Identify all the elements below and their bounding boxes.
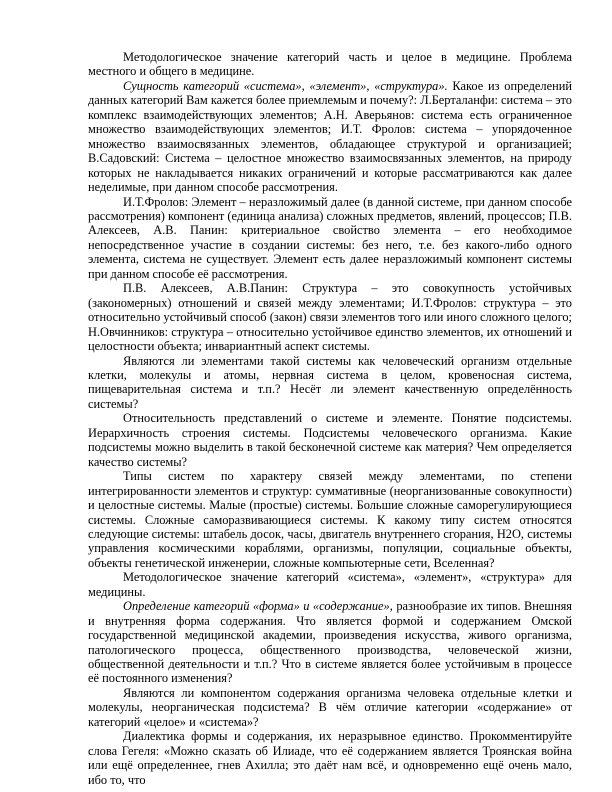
- text-run: Какое из определений данных категорий Вам кажется более приемлемым и почему?: Л.Берталанфи: система – это комплекс взаимодействующих элементов; А.Н. Аверьянов: система есть ограниченное множество взаимодействующих элементов; И.Т. Фролов: система – упорядоченное множество взаимосвязанных элементов, обладающее структурой и организацией; В.Садовский: Система – целостное множество взаимосвязанных элементов, на природу которых не накладывается никаких ограничений и которые рассматриваются как далее неделимые, при данном способе рассмотрения.: [88, 78, 572, 195]
- italic-run: Определение категорий «форма» и «содержание»,: [123, 599, 393, 614]
- text-run: Являются ли компонентом содержания организма человека отдельные клетки и молекулы, неорганическая подсистема? В чём отличие категории «содержание» от категорий «целое» и «система»?: [88, 685, 572, 729]
- text-run: И.Т.Фролов: Элемент – неразложимый далее (в данной системе, при данном способе рассмотрения) компонент (единица анализа) сложных предметов, явлений, процессов; П.В. Алексеев, А.В. Панин: критериальное свойство элемента – его необходимое непосредственное участие в создании системы: без него, т.е. без какого-либо одного элемента, система не существует. Элемент есть далее неразложимый компонент системы при данном способе её рассмотрения.: [88, 194, 572, 281]
- paragraph: [88, 686, 572, 729]
- italic-run: Сущность категорий «система», «элемент», «структура».: [123, 78, 448, 93]
- text-run: Являются ли элементами такой системы как человеческий организм отдельные клетки, молекулы и атомы, нервная система в целом, кровеносная система, пищеварительная система и т.п.? Несёт ли элемент качественную определённость системы?: [88, 353, 572, 411]
- paragraph: [88, 195, 572, 282]
- text-run: Относительность представлений о системе и элементе. Понятие подсистемы. Иерархичность строения системы. Подсистемы человеческого организма. Какие подсистемы можно выделить в такой бесконечной системе как материя? Чем определяется качество системы?: [88, 411, 572, 469]
- text-run: Методологическое значение категорий «система», «элемент», «структура» для медицины.: [88, 570, 572, 599]
- paragraph: [88, 79, 572, 195]
- paragraph: [88, 570, 572, 599]
- text-run: разнообразие их типов. Внешняя и внутренняя форма содержания. Что является формой и содержанием Омской государственной медицинской академии, произведения искусства, живого организма, патологического процесса, общественного производства, человеческой жизни, общественной деятельности и т.п.? Что в системе является более устойчивым в процессе её постоянного изменения?: [88, 599, 573, 686]
- text-run: П.В. Алексеев, А.В.Панин: Структура – это совокупность устойчивых (закономерных) отношений и связей между элементами; И.Т.Фролов: структура – это относительно устойчивый способ (закон) связи элементов того или иного сложного целого; Н.Овчинников: структура – относительно устойчивое единство элементов, их отношений и целостности объекта; инвариантный аспект системы.: [88, 281, 572, 354]
- paragraph: [88, 411, 572, 469]
- text-run: Методологическое значение категорий часть и целое в медицине. Проблема местного и общего в медицине.: [88, 50, 572, 79]
- paragraph: [88, 354, 572, 412]
- paragraph: [88, 599, 572, 686]
- paragraph: [88, 281, 572, 353]
- document-page: [88, 50, 572, 787]
- paragraph: [88, 469, 572, 570]
- paragraph: [88, 729, 572, 787]
- text-run: Типы систем по характеру связей между элементами, по степени интегрированности элементов и структур: суммативные (неорганизованные совокупности) и целостные системы. Малые (простые) системы. Большие сложные саморегулирующиеся системы. Сложные саморазвивающиеся системы. К какому типу систем относятся следующие системы: штабель досок, часы, двигатель внутреннего сгорания, Н2О, системы управления космическими кораблями, организмы, популяции, социальные объекты, объекты генетической инженерии, сложные компьютерные сети, Вселенная?: [88, 469, 572, 570]
- text-run: Диалектика формы и содержания, их неразрывное единство. Прокомментируйте слова Гегеля: «Можно сказать об Илиаде, что её содержанием является Троянская война или ещё определеннее, гнев Ахилла; это даёт нам всё, и одновременно ещё очень мало, ибо то, что: [88, 729, 572, 787]
- paragraph: [88, 50, 572, 79]
